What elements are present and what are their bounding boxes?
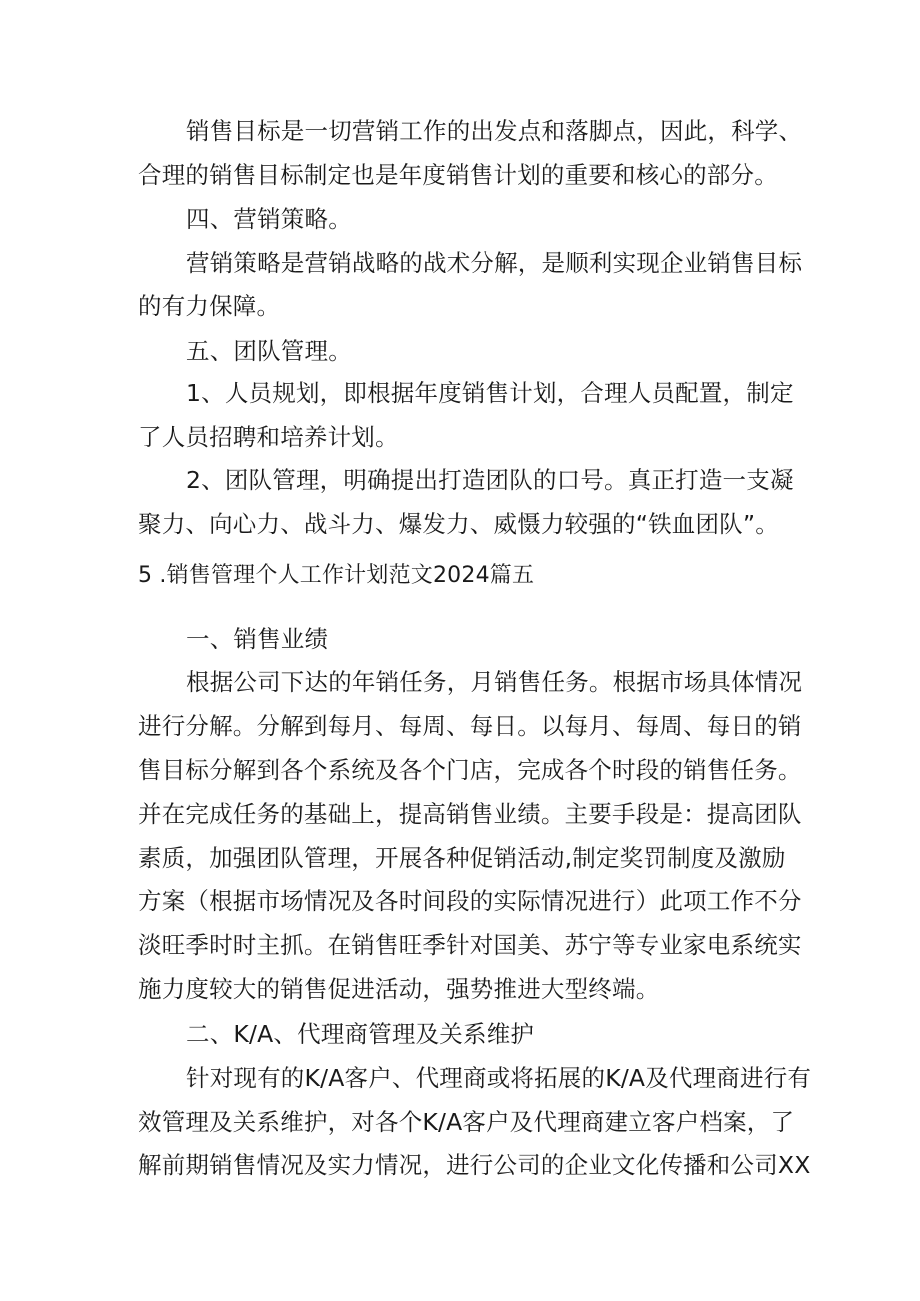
paragraph-line: 合理的销售目标制定也是年度销售计划的重要和核心的部分。 [138,161,778,189]
paragraph-line: 并在完成任务的基础上，提高销售业绩。主要手段是：提高团队 [138,800,802,828]
section-heading: 五、团队管理。 [186,337,352,365]
paragraph-line: 淡旺季时时主抓。在销售旺季针对国美、苏宁等专业家电系统实 [138,931,802,959]
paragraph-line: 销售目标是一切营销工作的出发点和落脚点，因此，科学、 [186,117,803,145]
paragraph-line: 营销策略是营销战略的战术分解，是顺利实现企业销售目标 [186,249,803,277]
paragraph-line: 根据公司下达的年销任务，月销售任务。根据市场具体情况 [186,668,803,696]
paragraph-line: 施力度较大的销售促进活动，强势推进大型终端。 [138,975,660,1003]
section-heading: 一、销售业绩 [186,625,329,653]
paragraph-line: 解前期销售情况及实力情况，进行公司的企业文化传播和公司XX [138,1151,811,1179]
paragraph-line: 1、人员规划，即根据年度销售计划，合理人员配置，制定 [186,379,794,407]
paragraph-line: 针对现有的K/A客户、代理商或将拓展的K/A及代理商进行有 [186,1064,812,1092]
article-title: 5 .销售管理个人工作计划范文2024篇五 [138,563,535,588]
paragraph-line: 进行分解。分解到每月、每周、每日。以每月、每周、每日的销 [138,712,802,740]
paragraph-line: 2、团队管理，明确提出打造团队的口号。真正打造一支凝 [186,466,794,494]
paragraph-line: 效管理及关系维护，对各个K/A客户及代理商建立客户档案，了 [138,1108,795,1136]
section-heading: 四、营销策略。 [186,205,352,233]
paragraph-line: 了人员招聘和培养计划。 [138,423,399,451]
section-heading: 二、K/A、代理商管理及关系维护 [186,1020,535,1048]
paragraph-line: 售目标分解到各个系统及各个门店，完成各个时段的销售任务。 [138,756,802,784]
paragraph-line: 素质，加强团队管理，开展各种促销活动,制定奖罚制度及激励 [138,844,786,872]
paragraph-line: 的有力保障。 [138,292,281,320]
paragraph-line: 方案（根据市场情况及各时间段的实际情况进行）此项工作不分 [138,887,802,915]
paragraph-line: 聚力、向心力、战斗力、爆发力、威慑力较强的“铁血团队”。 [138,510,779,538]
